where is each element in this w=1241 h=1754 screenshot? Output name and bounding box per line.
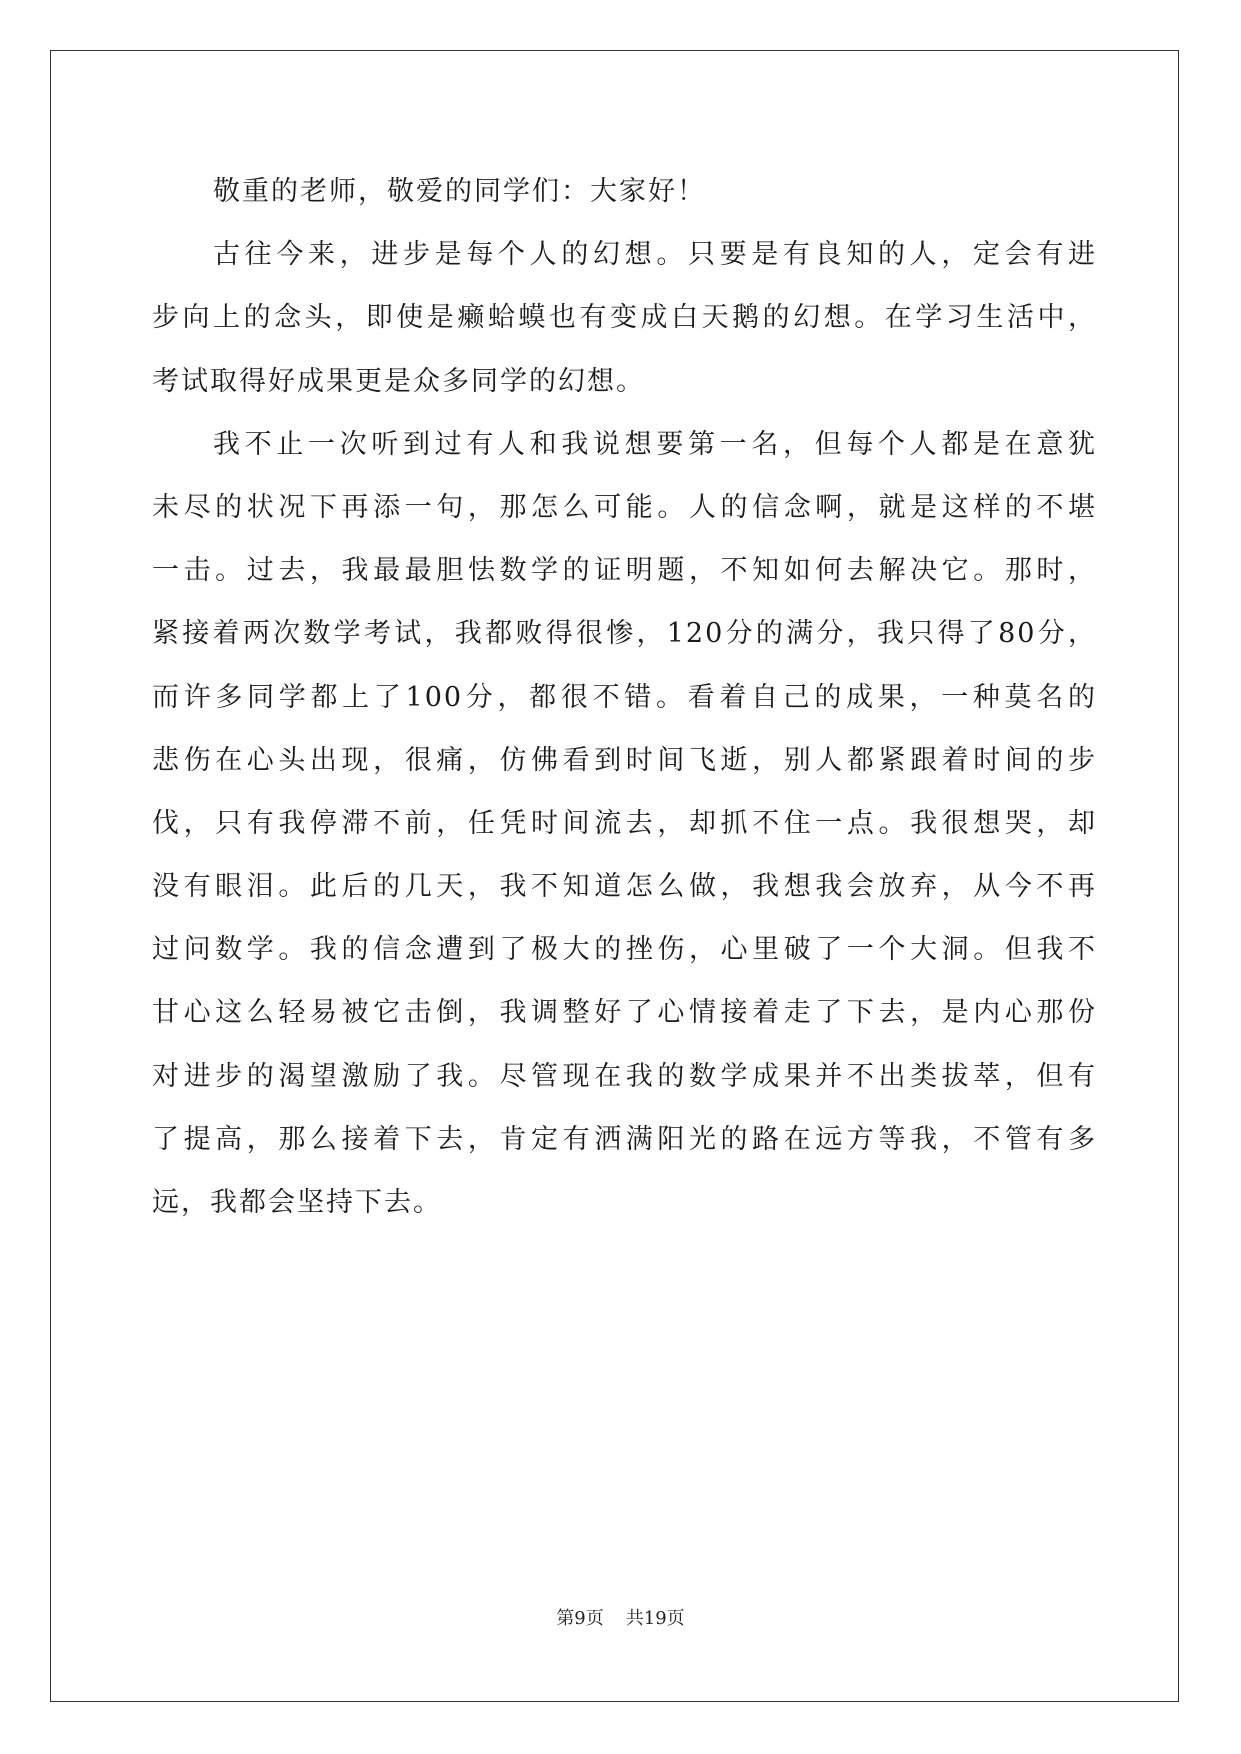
paragraph-2-line-5: 而许多同学都上了100分，都很不错。看着自己的成果，一种莫名的 <box>152 681 1097 713</box>
page-total: 共19页 <box>625 1608 685 1629</box>
page-number: 第9页 <box>556 1608 604 1629</box>
paragraph-1-line-3: 考试取得好成果更是众多同学的幻想。 <box>152 365 645 397</box>
paragraph-2-line-13: 远，我都会坚持下去。 <box>152 1187 442 1218</box>
paragraph-1-line-1: 古往今来，进步是每个人的幻想。只要是有良知的人，定会有进 <box>213 239 1097 271</box>
paragraph-2-line-11: 对进步的渴望激励了我。尽管现在我的数学成果并不出类拔萃，但有 <box>152 1060 1097 1092</box>
greeting-line: 敬重的老师，敬爱的同学们：大家好！ <box>213 176 706 207</box>
paragraph-2-line-10: 甘心这么轻易被它击倒，我调整好了心情接着走了下去，是内心那份 <box>152 997 1097 1029</box>
paragraph-2-line-12: 了提高，那么接着下去，肯定有洒满阳光的路在远方等我，不管有多 <box>152 1123 1097 1155</box>
paragraph-2-line-6: 悲伤在心头出现，很痛，仿佛看到时间飞逝，别人都紧跟着时间的步 <box>152 744 1097 776</box>
paragraph-2-line-3: 一击。过去，我最最胆怯数学的证明题，不知如何去解决它。那时， <box>152 555 1097 587</box>
paragraph-2-line-7: 伐，只有我停滞不前，任凭时间流去，却抓不住一点。我很想哭，却 <box>152 807 1097 839</box>
page-footer <box>0 1607 1241 1631</box>
paragraph-2-line-9: 过问数学。我的信念遭到了极大的挫伤，心里破了一个大洞。但我不 <box>152 934 1097 966</box>
document-body <box>152 160 1097 1234</box>
paragraph-2-line-2: 未尽的状况下再添一句，那怎么可能。人的信念啊，就是这样的不堪 <box>152 491 1097 523</box>
paragraph-2-line-4: 紧接着两次数学考试，我都败得很惨，120分的满分，我只得了80分， <box>152 618 1097 650</box>
paragraph-2-line-8: 没有眼泪。此后的几天，我不知道怎么做，我想我会放弃，从今不再 <box>152 871 1097 903</box>
paragraph-2-line-1: 我不止一次听到过有人和我说想要第一名，但每个人都是在意犹 <box>213 428 1097 460</box>
paragraph-1-line-2: 步向上的念头，即使是癞蛤蟆也有变成白天鹅的幻想。在学习生活中， <box>152 302 1097 334</box>
